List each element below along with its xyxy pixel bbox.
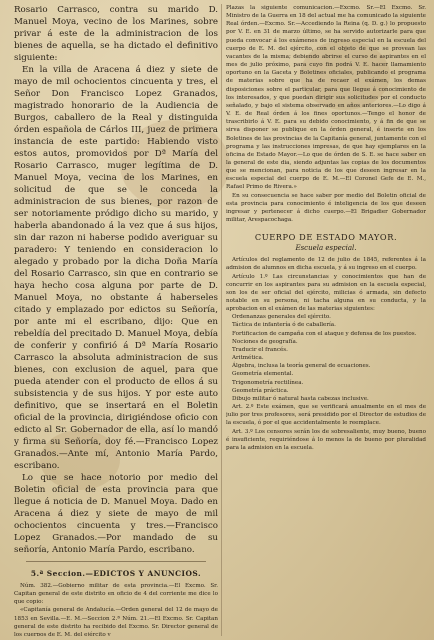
column-rule — [221, 4, 222, 636]
article-2: Art. 2.º Este exámen, que se verificará anualmente en el mes de julio por tres profesores, será presidido por el Director de estudios de la escuela, ó por el que accidentalmente le reemplace. — [226, 404, 426, 427]
right-column — [226, 4, 426, 636]
military-notice-intro: Núm. 382.—Gobierno militar de esta provincia.—El Excmo. Sr. Capitan general de este distrito en oficio de 4 del corriente me dice lo que copio: — [14, 583, 218, 606]
left-column — [14, 4, 218, 636]
subject-item: Ordenanzas generales del ejército. — [232, 314, 331, 321]
article-3: Art. 3.º Los censores serán los de sobresaliente, muy bueno, bueno é insuficiente, requiriéndose á lo menos la de bueno por pluralidad para la admision en la escuela. — [226, 428, 426, 451]
court-ruling-intro: Rosario Carrasco, contra su marido D. Manuel Moya, vecino de los Marines, sobre privar á este de la administracion de los bienes de aquella, se ha dictado el definitivo siguiente: — [14, 5, 218, 63]
royal-order-text: Plazas la siguiente comunicacion.—Excmo. Sr.—El Excmo. Sr. Ministro de la Guerra en 18 del actual me ha comunicado la siguiente Real órden.—Excmo. Sr.—Accediendo la Reina (q. D. g.) lo propuesto por V. E. en 31 de marzo último, se ha servido autorizarle para que pueda convocar á los exámenes de ingreso especial en la escuela del cuerpo de E. M. del ejército, con el objeto de que se provean las vacantes de la misma; debiendo abrirse el curso de aspirantes en el mes de julio próximo, para cuyo fin podrá V. E. hacer llamamiento oportuno en la Gaceta y Boletines oficiales, publicando el programa de materias sobre que ha de recaer el exámen, los demas disposiciones sobre el particular, para que llegue á conocimiento de los interesados, y que puedan dirigir sus solicitudes por el conducto señalado, y bajo el sistema observado en años anteriores.—Lo digo á V. E. de Real órden á los fines oportunos.—Tengo el honor de trascribirlo á V. E. para su debido conocimiento, y á fin de que se sirva disponer se publique en la órden general, é inserte en los Boletines de las provincias de la Capitanía general, juntamente con el programa y las instrucciones impresas, de que hay ejemplares en la oficina de Estado Mayor.—Lo que de órden de S. E. se hace saber en la general de este dia, siendo adjuntas las copias de los documentos que se mencionan, para noticia de los que deseen ingresar en la escuela especial del cuerpo de E. M.—El Coronel Gefe de E. M., Rafael Primo de Rivera.» — [226, 5, 426, 191]
regulation-intro: Artículos del reglamento de 12 de julio de 1845, referentes á la admision de alumnos en dicha escuela, y á su ingreso en el cuerpo. — [226, 257, 426, 272]
section-heading-staff-corps: CUERPO DE ESTADO MAYOR. — [254, 232, 398, 243]
subject-item: Aritmética. — [232, 355, 264, 362]
subject-item: Traducir el francés. — [232, 346, 288, 353]
subject-item: Fortificacion de campaña con el ataque y defensa de los puestos. — [232, 330, 417, 337]
military-notice-quote: «Capitanía general de Andalucía.—Orden general del 12 de mayo de 1853 en Sevilla.—E. M.—Seccion 2.ª Núm. 21.—El Excmo. Sr. Capitan general de este distrito ha recibido del Excmo. Sr. Director general de los cuerpos de E. M. del ejército y — [14, 607, 218, 636]
section-divider — [26, 561, 206, 562]
subject-item: Geometría elemental. — [232, 371, 294, 378]
court-ruling-notice: Lo que se hace notorio por medio del Boletin oficial de esta provincia para que llegue á noticia de D. Manuel Moya. Dado en Aracena á diez y siete de mayo de mil ochocientos cincuenta y tres.—Francisco Lopez Granados.—Por mandado de su señoría, Antonio María Pardo, escribano. — [14, 473, 218, 555]
subject-item: Dibujo militar ó natural hasta cabezas inclusive. — [232, 395, 369, 402]
article-1: Artículo 1.º Las circunstancias y conocimientos que han de concurrir en los aspirantes para su admision en la escuela especial, son los de ser oficial del ejército, milicias ó armada, sin defecto notable en su persona, ni tacha alguna en su conducta, y la aprobacion en el exámen de las materias siguientes: — [226, 273, 426, 313]
governor-notice: En su consecuencia se hace saber por medio del Boletin oficial de esta provincia para conocimiento é inteligencia de los que deseen ingresar y pertenecer á dicho cuerpo.—El Brigadier Gobernador militar, Arespacochaga. — [226, 192, 426, 224]
subject-item: Nociones de geografía. — [232, 338, 298, 345]
subject-item: Geometría práctica. — [232, 387, 289, 394]
section-heading-edicts: 5.ª Seccion.—EDICTOS Y ANUNCIOS. — [30, 569, 202, 578]
sub-heading-special-school: Escuela especial. — [295, 244, 357, 253]
subject-item: Trigonometría rectilínea. — [232, 379, 304, 386]
subject-item: Táctica de infantería ó de caballería. — [232, 322, 336, 329]
court-ruling-body: En la villa de Aracena á diez y siete de mayo de mil ochocientos cincuenta y tres, el Señor Don Francisco Lopez Granados, magistrado honorario de la Audiencia de Burgos, caballero de la Real y distinguida órden española de Cárlos III, juez de primera instancia de este partido: Habiendo visto estos autos, promovidos por Dª María del Rosario Carrasco, muger legítima de D. Manuel Moya, vecina de los Marines, en solicitud de que se le conceda la administracion de sus bienes, por razon de ser notoriamente pródigo dicho su marido, y haberla abandonado á la vez que á sus hijos, sin dar razon ni haberse podido averiguar su paradero: Y teniendo en consideracion lo alegado y probado por la dicha Doña María del Rosario Carrasco, sin que en contrario se haya hecho cosa alguna por parte de D. Manuel Moya, no obstante á haberseles citado y emplazado por edictos su Señoría, por ante mi el escribano, dijo: Que en rebeldía del precitado D. Manuel Moya, debía de conferir y confirió á Dª María Rosario Carrasco la absoluta administracion de sus bienes, con exclusion de aquel, para que pueda atender con el producto de ellos á su subsistencia y de sus hijos. Y por este auto definitivo, que se insertará en el Boletin oficial de la provincia, dirigiéndose oficio con edicto al Sr. Gobernador de ella, así lo mandó y firma su Señoría, doy fé.—Francisco Lopez Granados.—Ante mí, Antonio María Pardo, escribano. — [14, 65, 218, 471]
subject-item: Álgebra, inclusa la teoría general de ecuaciones. — [232, 363, 371, 370]
